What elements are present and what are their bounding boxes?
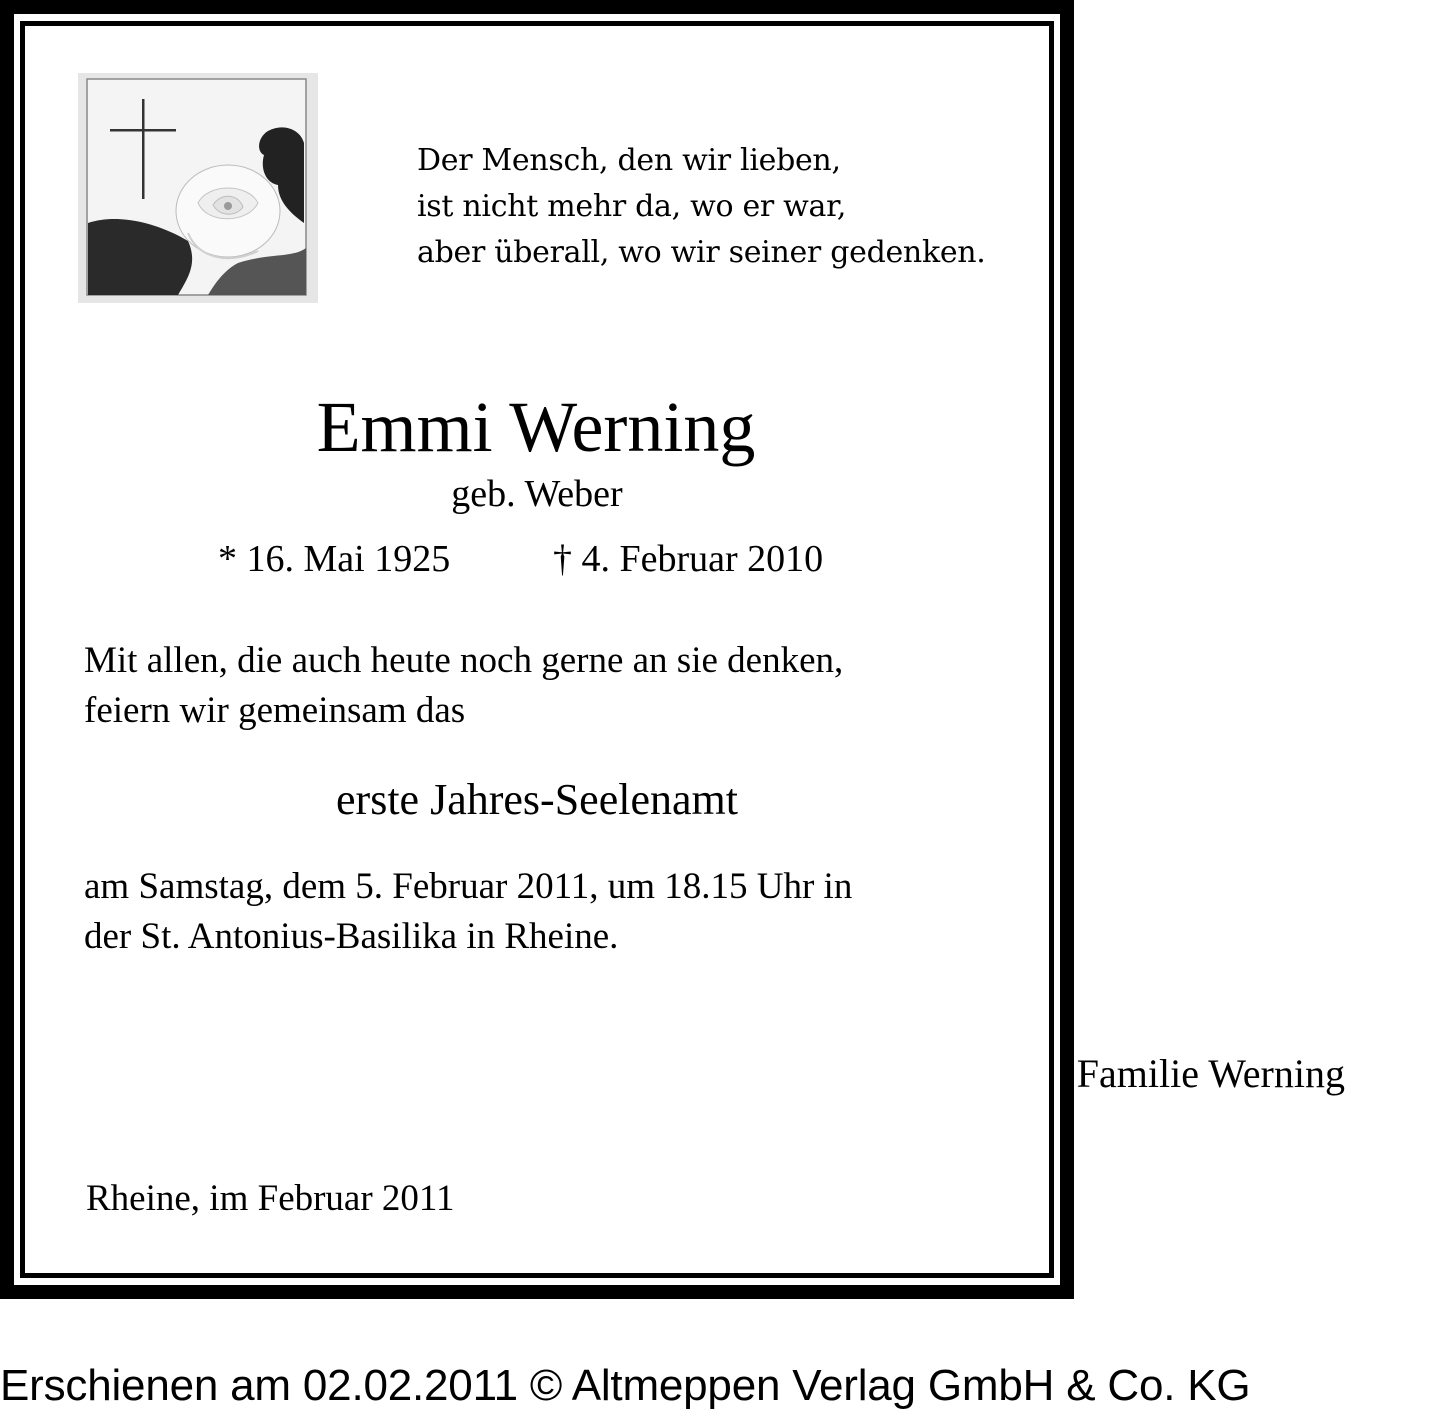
place-date: Rheine, im Februar 2011 <box>86 1178 455 1219</box>
poem-line: ist nicht mehr da, wo er war, <box>417 189 847 224</box>
service-title: erste Jahres-Seelenamt <box>336 775 738 824</box>
cross-rose-icon <box>78 73 318 303</box>
poem <box>417 138 1037 276</box>
poem-line: aber überall, wo wir seiner gedenken. <box>417 235 986 270</box>
poem-line: Der Mensch, den wir lieben, <box>417 143 841 178</box>
deceased-name-text: Emmi Werning <box>316 387 756 467</box>
publication-footer: Erschienen am 02.02.2011 © Altmeppen Verlag GmbH & Co. KG <box>0 1361 1251 1410</box>
intro-text <box>84 636 1004 736</box>
birth-date: * 16. Mai 1925 <box>218 538 451 580</box>
details-line: am Samstag, dem 5. Februar 2011, um 18.15 Uhr in <box>84 866 853 907</box>
intro-line: feiern wir gemeinsam das <box>84 690 466 731</box>
family-signature: Familie Werning <box>1076 1051 1345 1096</box>
details-line: der St. Antonius-Basilika in Rheine. <box>84 916 619 957</box>
service-details <box>84 862 1004 962</box>
deceased-name <box>0 382 1074 472</box>
intro-line: Mit allen, die auch heute noch gerne an sie denken, <box>84 640 844 681</box>
death-date: † 4. Februar 2010 <box>553 538 824 580</box>
maiden-name: geb. Weber <box>451 473 623 515</box>
